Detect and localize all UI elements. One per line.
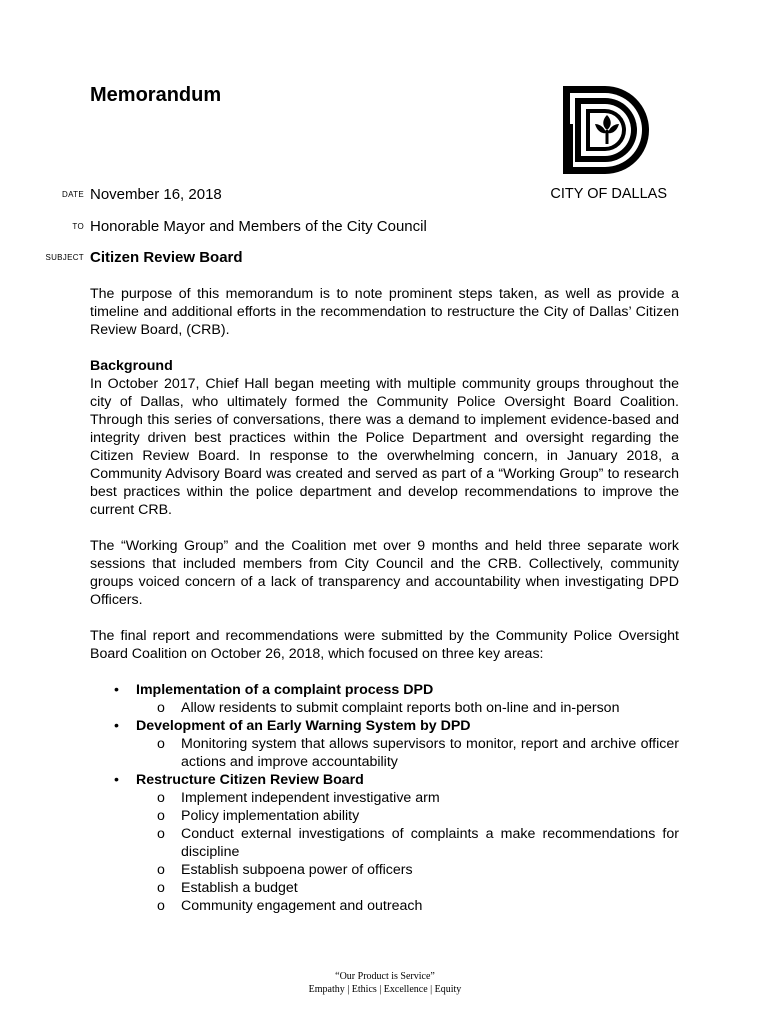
circle-bullet-icon: o [157,898,165,914]
sub-list [136,735,679,771]
footer-values: Empathy | Ethics | Excellence | Equity [308,984,462,995]
memo-title: Memorandum [90,84,222,106]
circle-bullet-icon: o [157,862,165,878]
circle-bullet-icon: o [157,826,165,842]
sub-item: o Monitoring system that allows supervisors to monitor, report and archive officer actions and improve accountability [157,736,679,770]
city-of-dallas-logo-icon [561,84,653,176]
memo-body [90,285,679,915]
background-heading: Background [90,358,173,374]
intro-paragraph: The purpose of this memorandum is to note prominent steps taken, as well as provide a timeline and additional efforts in the recommendation to restructure the City of Dallas’ Citizen Review Board, (CRB). [90,286,679,338]
circle-bullet-icon: o [157,700,165,716]
city-name: CITY OF DALLAS [550,186,667,202]
sub-item: o Conduct external investigations of complaints a make recommendations for discipline [157,826,679,860]
key-area-title: Implementation of a complaint process DPD [136,682,434,698]
sub-item: o Policy implementation ability [157,808,360,824]
key-areas-list [90,681,679,915]
bullet-icon: • [114,682,119,698]
date-label: DATE [62,190,84,199]
bullet-icon: • [114,718,119,734]
circle-bullet-icon: o [157,808,165,824]
final-report-paragraph: The final report and recommendations were submitted by the Community Police Oversight Board Coalition on October 26, 2018, which focused on three key areas: [90,628,679,662]
sub-item: o Allow residents to submit complaint reports both on-line and in-person [157,700,620,716]
to-label: TO [72,222,84,231]
bullet-icon: • [114,772,119,788]
subject-value: Citizen Review Board [90,249,243,266]
background-section [90,357,679,519]
circle-bullet-icon: o [157,880,165,896]
key-area-title: Restructure Citizen Review Board [136,772,364,788]
sub-list [136,789,679,915]
key-area-item [90,771,679,915]
background-paragraph: In October 2017, Chief Hall began meeting with multiple community groups throughout the city of Dallas, who ultimately formed the Community Police Oversight Board Coalition. Through this series of conversations, there was a demand to implement evidence-based and integrity driven best practices within the Police Department and oversight regarding the Citizen Review Board. In response to the overwhelming concern, in January 2018, a Community Advisory Board was created and served as part of a “Working Group” to research best practices within the police department and develop recommendations to improve the current CRB. [90,376,679,518]
footer-motto: “Our Product is Service” [335,971,435,982]
working-group-paragraph: The “Working Group” and the Coalition met over 9 months and held three separate work sessions that included members from City Council and the CRB. Collectively, community groups voiced concern of a lack of transparency and accountability when investigating DPD Officers. [90,538,679,608]
footer [0,970,770,996]
key-area-title: Development of an Early Warning System by DPD [136,718,471,734]
key-area-item [90,681,679,717]
to-value: Honorable Mayor and Members of the City Council [90,218,427,235]
circle-bullet-icon: o [157,790,165,806]
sub-item: o Community engagement and outreach [157,898,423,914]
subject-label: SUBJECT [45,253,84,262]
sub-item: o Establish a budget [157,880,298,896]
date-value: November 16, 2018 [90,186,222,203]
sub-item: o Implement independent investigative arm [157,790,440,806]
sub-list [136,699,679,717]
sub-item: o Establish subpoena power of officers [157,862,413,878]
key-area-item [90,717,679,771]
circle-bullet-icon: o [157,736,165,752]
